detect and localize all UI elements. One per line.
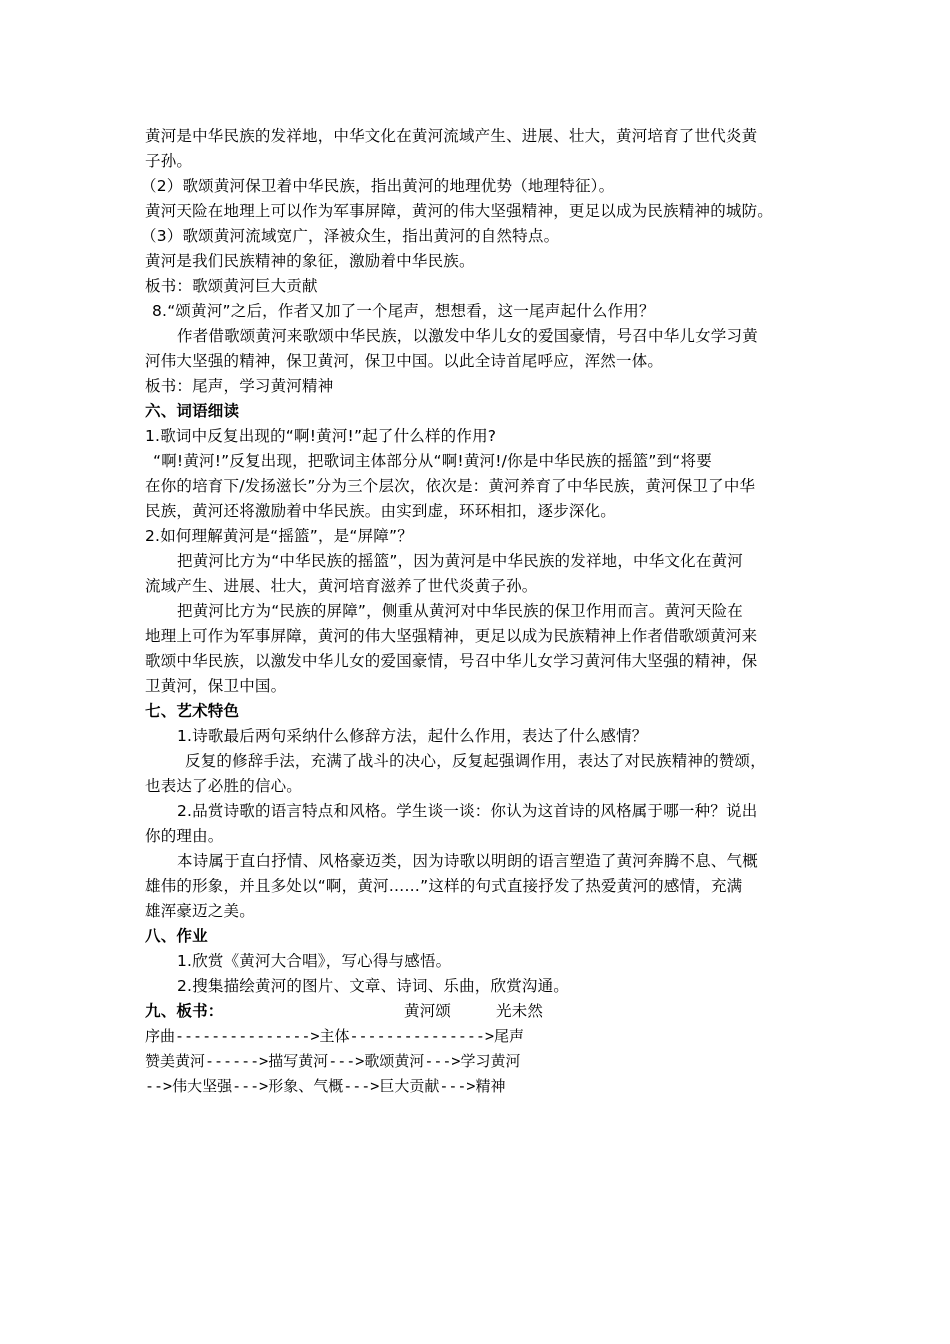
paragraph-line: 雄浑豪迈之美。 (145, 902, 255, 920)
paragraph-line: 黄河是我们民族精神的象征，激励着中华民族。 (145, 252, 475, 270)
poem-title: 黄河颂 (404, 1002, 452, 1020)
paragraph-line: 子孙。 (145, 152, 193, 170)
homework-item: 2.搜集描绘黄河的图片、文章、诗词、乐曲，欣赏沟通。 (177, 977, 569, 995)
paragraph-line: （3）歌颂黄河流域宽广，泽被众生，指出黄河的自然特点。 (141, 227, 560, 245)
question-line: 1.歌词中反复出现的“啊!黄河!”起了什么样的作用? (145, 427, 497, 445)
paragraph-line: 在你的培育下/发扬滋长”分为三个层次，依次是：黄河养育了中华民族，黄河保卫了中华 (145, 477, 756, 495)
paragraph-line: 本诗属于直白抒情、风格豪迈类，因为诗歌以明朗的语言塑造了黄河奔腾不息、气概 (177, 852, 758, 870)
paragraph-line: 地理上可作为军事屏障，黄河的伟大坚强精神，更足以成为民族精神上作者借歌颂黄河来 (145, 627, 758, 645)
homework-item: 1.欣赏《黄河大合唱》，写心得与感悟。 (177, 952, 452, 970)
paragraph-line: 反复的修辞手法，充满了战斗的决心，反复起强调作用，表达了对民族精神的赞颂， (185, 752, 766, 770)
blackboard-note: 板书：歌颂黄河巨大贡献 (145, 277, 318, 295)
paragraph-line: 把黄河比方为“中华民族的摇篮”，因为黄河是中华民族的发祥地，中华文化在黄河 (177, 552, 743, 570)
blackboard-outline-row: 赞美黄河------>描写黄河--->歌颂黄河--->学习黄河 (145, 1052, 521, 1070)
paragraph-line: 黄河是中华民族的发祥地，中华文化在黄河流域产生、进展、壮大，黄河培育了世代炎黄 (145, 127, 758, 145)
section-heading: 七、艺术特色 (145, 702, 240, 720)
paragraph-line: 歌颂中华民族，以激发中华儿女的爱国豪情，号召中华儿女学习黄河伟大坚强的精神，保 (145, 652, 758, 670)
paragraph-line: 卫黄河，保卫中国。 (145, 677, 287, 695)
question-line: 1.诗歌最后两句采纳什么修辞方法，起什么作用，表达了什么感情？ (177, 727, 648, 745)
paragraph-line: （2）歌颂黄河保卫着中华民族，指出黄河的地理优势（地理特征）。 (141, 177, 615, 195)
paragraph-line: 把黄河比方为“民族的屏障”，侧重从黄河对中华民族的保卫作用而言。黄河天险在 (177, 602, 743, 620)
blackboard-outline-row: 序曲--------------->主体--------------->尾声 (145, 1027, 524, 1045)
paragraph-line: 河伟大坚强的精神，保卫黄河，保卫中国。以此全诗首尾呼应，浑然一体。 (145, 352, 664, 370)
paragraph-line: 流域产生、进展、壮大，黄河培育滋养了世代炎黄子孙。 (145, 577, 538, 595)
paragraph-line: 雄伟的形象，并且多处以“啊，黄河……”这样的句式直接抒发了热爱黄河的感情，充满 (145, 877, 743, 895)
paragraph-line: 黄河天险在地理上可以作为军事屏障，黄河的伟大坚强精神，更足以成为民族精神的城防。 (145, 202, 774, 220)
paragraph-line: 也表达了必胜的信心。 (145, 777, 303, 795)
question-line: 2.品赏诗歌的语言特点和风格。学生谈一谈：你认为这首诗的风格属于哪一种？说出 (177, 802, 758, 820)
section-heading: 九、板书： (145, 1002, 224, 1020)
blackboard-note: 板书：尾声，学习黄河精神 (145, 377, 334, 395)
paragraph-line: 你的理由。 (145, 827, 224, 845)
paragraph-line: “啊!黄河!”反复出现，把歌词主体部分从“啊!黄河!/你是中华民族的摇篮”到“将要 (153, 452, 712, 470)
question-line: 8.“颂黄河”之后，作者又加了一个尾声，想想看，这一尾声起什么作用？ (152, 302, 655, 320)
blackboard-outline-row: -->伟大坚强--->形象、气概--->巨大贡献--->精神 (145, 1077, 506, 1095)
section-heading: 六、词语细读 (145, 402, 240, 420)
question-line: 2.如何理解黄河是“摇篮”，是“屏障”？ (145, 527, 413, 545)
paragraph-line: 作者借歌颂黄河来歌颂中华民族，以激发中华儿女的爱国豪情，号召中华儿女学习黄 (177, 327, 758, 345)
section-heading: 八、作业 (145, 927, 208, 945)
poem-author: 光未然 (496, 1002, 544, 1020)
paragraph-line: 民族，黄河还将激励着中华民族。由实到虚，环环相扣，逐步深化。 (145, 502, 617, 520)
